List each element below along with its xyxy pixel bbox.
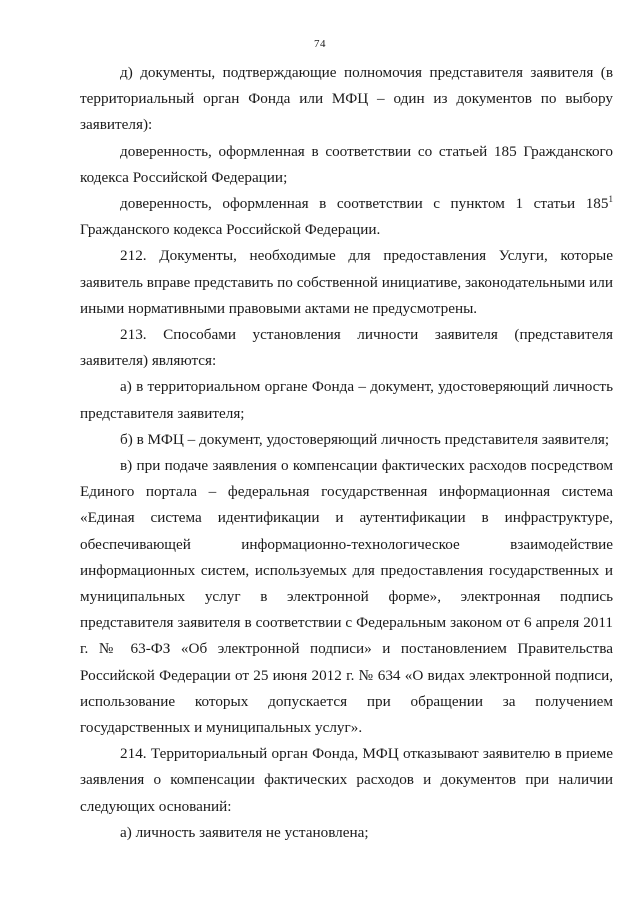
paragraph-213-b: б) в МФЦ – документ, удостоверяющий личность представителя заявителя; bbox=[120, 430, 610, 448]
paragraph-poa-185-1 bbox=[80, 191, 613, 243]
paragraph-d-documents: д) документы, подтверждающие полномочия представителя заявителя (в территориальный орган Фонда или МФЦ – один из документов по выбору заявителя): bbox=[80, 64, 613, 134]
paragraph-213-v: в) при подаче заявления о компенсации фактических расходов посредством Единого портала – федеральная государственная информационная система «Единая система идентификации и аутентификации в инфраструктуре, обеспечивающей информационно-технологическое взаимодействие информационных систем, используемых для предоставления государственных и муниципальных услуг в электронной форме», электронная подпись представителя заявителя в соответствии с Федеральным законом от 6 апреля 2011 г. № 63-ФЗ «Об электронной подписи» и постановлением Правительства Российской Федерации от 25 июня 2012 г. № 634 «О видах электронной подписи, использование которых допускается при обращении за получением государственных и муниципальных услуг». bbox=[80, 457, 613, 737]
paragraph-212: 212. Документы, необходимые для предоставления Услуги, которые заявитель вправе представить по собственной инициативе, законодательными или иными нормативными правовыми актами не предусмотрены. bbox=[80, 247, 613, 317]
poa-superscript: 1 bbox=[608, 193, 613, 204]
poa-text-before: доверенность, оформленная в соответствии с пунктом 1 статьи 185 bbox=[120, 195, 609, 213]
paragraph-214-a: а) личность заявителя не установлена; bbox=[120, 823, 369, 841]
paragraph-214: 214. Территориальный орган Фонда, МФЦ отказывают заявителю в приеме заявления о компенсации фактических расходов и документов при наличии следующих оснований: bbox=[80, 745, 613, 815]
paragraph-poa-185: доверенность, оформленная в соответствии со статьей 185 Гражданского кодекса Российской Федерации; bbox=[80, 142, 613, 186]
paragraph-213-a: а) в территориальном органе Фонда – документ, удостоверяющий личность представителя заявителя; bbox=[80, 378, 613, 422]
document-body bbox=[80, 60, 613, 846]
page-number: 74 bbox=[314, 38, 326, 50]
poa-text-after: Гражданского кодекса Российской Федерации. bbox=[80, 221, 381, 239]
paragraph-213: 213. Способами установления личности заявителя (представителя заявителя) являются: bbox=[80, 326, 613, 370]
